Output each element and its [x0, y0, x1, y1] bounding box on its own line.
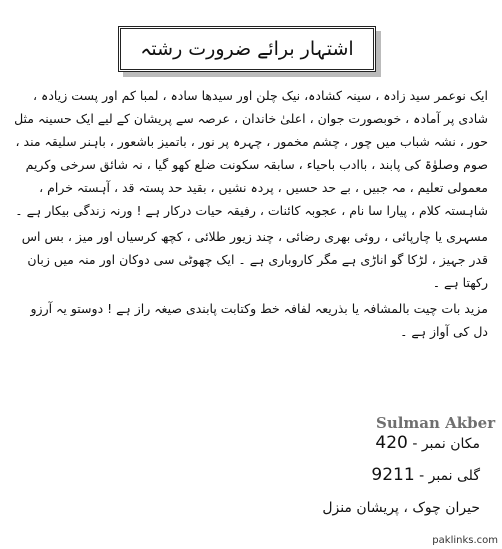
ad-title-box — [118, 26, 376, 72]
house-label: مکان نمبر - — [412, 436, 480, 452]
watermark: paklinks.com — [432, 535, 498, 546]
area-text: حیران چوک ، پریشان منزل — [322, 500, 480, 516]
street-number: 9211 — [371, 465, 415, 485]
ad-title: اشتہار برائے ضرورت رشتہ — [140, 38, 354, 60]
street-number-line — [330, 465, 480, 485]
paragraph-dowry: مسہری یا چارپائی ، روئی بھری رضائی ، چند زیور طلائی ، کچھ کرسیاں اور میز ، بس اس قدر جہیز ، لڑکا گو اناڑی ہے مگر کاروباری ہے ۔ ایک چھوٹی سی دوکان اور منہ میں زبان رکھتا ہے ۔ — [21, 229, 488, 290]
street-label: گلی نمبر - — [419, 468, 480, 484]
signature: Sulman Akber — [376, 414, 496, 432]
area-line — [300, 500, 480, 516]
house-number: 420 — [375, 433, 408, 453]
paragraph-description: ایک نوعمر سید زادہ ، سینہ کشادہ، نیک چلن اور سیدھا سادہ ، لمبا کم اور پست زیادہ ، شادی پر آمادہ ، خوبصورت جوان ، اعلیٰ خاندان ، عرصہ سے پریشان کے لیے ایک حسینہ مثل حور ، نشہ شباب میں چور ، چشم مخمور ، چہرہ پر نور ، باتمیز باشعور ، باہنر سلیقہ مند ، صوم وصلوٰۃ کی پابند ، باادب باحیاء ، سابقہ سکونت ضلع کھو گیا ، نہ شائق سرخی وکریم معمولی تعلیم ، مہ جبیں ، بے حد حسیں ، پردہ نشیں ، بقید حد پستہ قد ، آہستہ خرام ، شاہستہ کلام ، پیارا سا نام ، عجوبہ کائنات ، رفیقہ حیات درکار ہے ! ورنہ زندگی بیکار ہے ۔ — [14, 88, 488, 218]
house-number-line — [330, 433, 480, 453]
paragraph-contact: مزید بات چیت بالمشافہ یا بذریعہ لفافہ خط وکتابت پابندی صیغہ راز ہے ! دوستو یہ آرزو دل کی آواز ہے ۔ — [30, 301, 488, 339]
ad-body — [14, 84, 488, 343]
